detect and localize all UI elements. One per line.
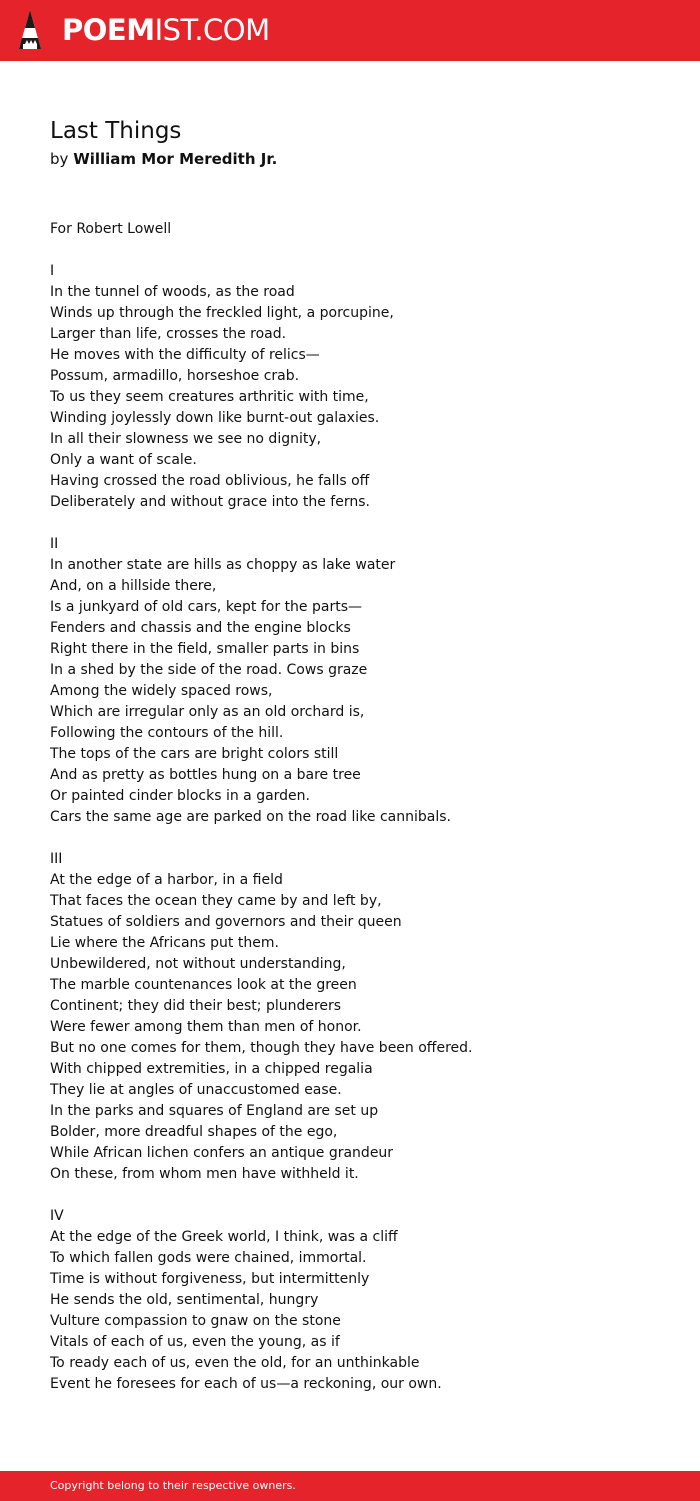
poem-line: The tops of the cars are bright colors still xyxy=(50,746,339,762)
by-label: by xyxy=(50,150,69,168)
poem-line: Right there in the field, smaller parts in bins xyxy=(50,641,360,657)
poem-line: Winds up through the freckled light, a porcupine, xyxy=(50,305,394,321)
poem-line: To us they seem creatures arthritic with time, xyxy=(50,389,369,405)
poem-line: In a shed by the side of the road. Cows graze xyxy=(50,662,368,678)
poem-title: Last Things xyxy=(50,118,182,144)
poem-body xyxy=(50,219,670,1395)
poem-line: Event he foresees for each of us—a reckoning, our own. xyxy=(50,1376,442,1392)
poem-line: In the parks and squares of England are set up xyxy=(50,1103,379,1119)
poem-line: Possum, armadillo, horseshoe crab. xyxy=(50,368,300,384)
poem-line: In all their slowness we see no dignity, xyxy=(50,431,322,447)
poem-line: The marble countenances look at the green xyxy=(50,977,357,993)
byline xyxy=(50,147,670,171)
poem-line: He moves with the difficulty of relics— xyxy=(50,347,320,363)
poem-line: I xyxy=(50,263,55,279)
author-name: William Mor Meredith Jr. xyxy=(73,150,278,168)
poem-line: Vitals of each of us, even the young, as if xyxy=(50,1334,340,1350)
poem-line: Time is without forgiveness, but intermittenly xyxy=(50,1271,370,1287)
poem-line: Winding joylessly down like burnt-out galaxies. xyxy=(50,410,380,426)
copyright-text: Copyright belong to their respective owners. xyxy=(50,1479,296,1492)
poem-line: In the tunnel of woods, as the road xyxy=(50,284,295,300)
poem-line: For Robert Lowell xyxy=(50,221,172,237)
poem-line: They lie at angles of unaccustomed ease. xyxy=(50,1082,342,1098)
poem-line: With chipped extremities, in a chipped regalia xyxy=(50,1061,373,1077)
poem-line: Following the contours of the hill. xyxy=(50,725,284,741)
poem-line: Bolder, more dreadful shapes of the ego, xyxy=(50,1124,338,1140)
poem-line: Were fewer among them than men of honor. xyxy=(50,1019,362,1035)
logo-wordmark-light: IST.COM xyxy=(154,13,270,47)
stanza-break xyxy=(50,240,670,261)
poem-line: While African lichen confers an antique grandeur xyxy=(50,1145,394,1161)
poem-line: Among the widely spaced rows, xyxy=(50,683,273,699)
poem-line: Which are irregular only as an old orchard is, xyxy=(50,704,365,720)
poem-line: IV xyxy=(50,1208,64,1224)
site-header xyxy=(0,0,700,61)
poem-line: Larger than life, crosses the road. xyxy=(50,326,287,342)
poem-line: Cars the same age are parked on the road like cannibals. xyxy=(50,809,451,825)
poem-line: And as pretty as bottles hung on a bare tree xyxy=(50,767,361,783)
poem-line: And, on a hillside there, xyxy=(50,578,217,594)
poem-line: To which fallen gods were chained, immortal. xyxy=(50,1250,367,1266)
stanza-break xyxy=(50,828,670,849)
site-footer xyxy=(0,1471,700,1501)
poem-line: At the edge of the Greek world, I think, was a cliff xyxy=(50,1229,398,1245)
poem-heading xyxy=(50,116,670,171)
poem-line: To ready each of us, even the old, for an unthinkable xyxy=(50,1355,420,1371)
poem-line: Or painted cinder blocks in a garden. xyxy=(50,788,310,804)
stanza-break xyxy=(50,513,670,534)
poem-line: But no one comes for them, though they have been offered. xyxy=(50,1040,473,1056)
poem-line: Lie where the Africans put them. xyxy=(50,935,279,951)
poem-line: Having crossed the road oblivious, he falls off xyxy=(50,473,370,489)
poem-line: At the edge of a harbor, in a field xyxy=(50,872,283,888)
site-logo[interactable] xyxy=(16,8,270,52)
poem-line: Only a want of scale. xyxy=(50,452,197,468)
poem-line: Unbewildered, not without understanding, xyxy=(50,956,346,972)
poem-line: III xyxy=(50,851,63,867)
logo-wordmark xyxy=(62,8,270,52)
poem-line: That faces the ocean they came by and left by, xyxy=(50,893,382,909)
poem-line: On these, from whom men have withheld it. xyxy=(50,1166,359,1182)
poem-line: Deliberately and without grace into the ferns. xyxy=(50,494,370,510)
pencil-tip-icon xyxy=(16,8,44,52)
stanza-break xyxy=(50,1185,670,1206)
poem-line: Is a junkyard of old cars, kept for the parts— xyxy=(50,599,362,615)
poem-line: He sends the old, sentimental, hungry xyxy=(50,1292,319,1308)
poem-line: II xyxy=(50,536,59,552)
poem-line: Fenders and chassis and the engine blocks xyxy=(50,620,351,636)
logo-wordmark-bold: POEM xyxy=(62,13,155,47)
poem-line: Vulture compassion to gnaw on the stone xyxy=(50,1313,341,1329)
poem-line: In another state are hills as choppy as lake water xyxy=(50,557,396,573)
poem-line: Statues of soldiers and governors and their queen xyxy=(50,914,402,930)
poem-line: Continent; they did their best; plunderers xyxy=(50,998,342,1014)
